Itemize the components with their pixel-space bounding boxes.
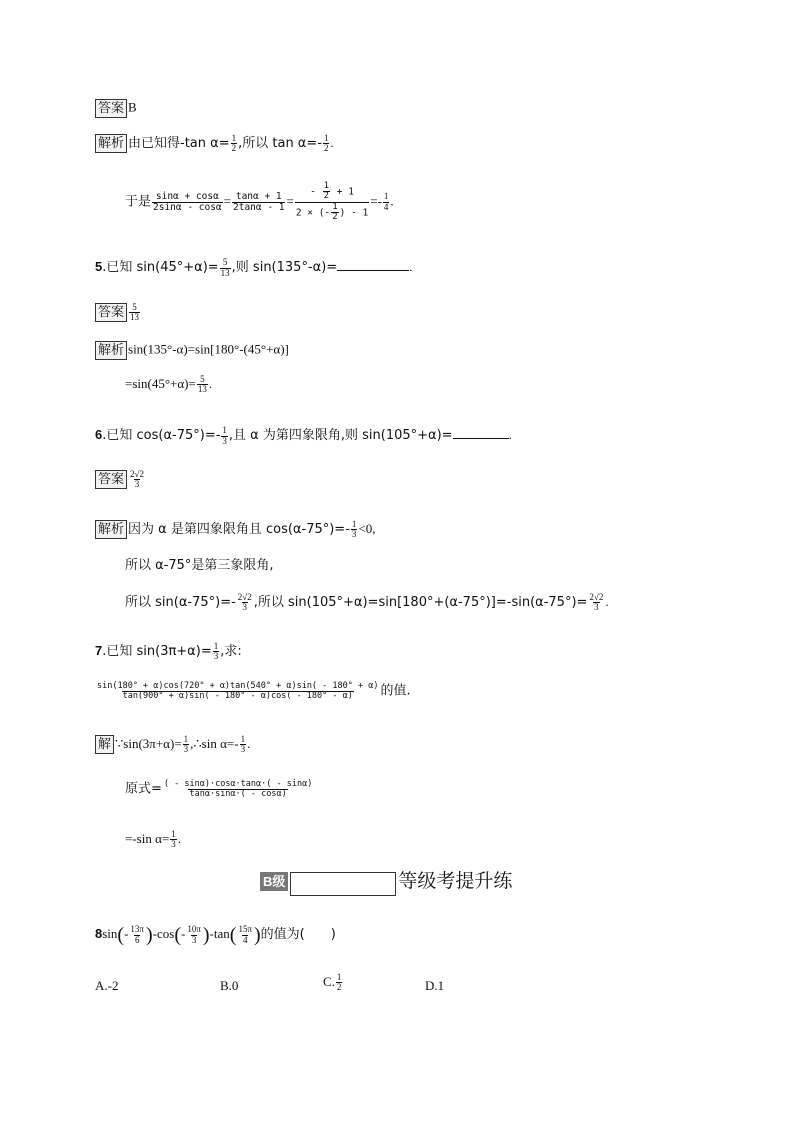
fraction: $\frac{1}{2}$ — [323, 133, 329, 154]
q4-answer-line — [95, 99, 137, 118]
q7-solution-line-2: 原式= $\frac{( - \sin\alpha)\cdot\cos\alpha\cdot\tan\alpha\cdot( - \sin\alpha)}{\tan\alpha\cdot\sin\alpha\cdot( - \cos\alpha)}$ — [125, 779, 313, 799]
q7-solution-line-1: 解 ∵sin(3π+α)= $\frac{1}{3}$ ,∴sin α=- $\frac{1}{3}$ . — [95, 735, 250, 755]
q8-option-c: C. $\frac{1}{2}$ — [323, 972, 342, 993]
q7-stem: 7.已知 sin(3π+α)= $\frac{1}{3}$ ,求: — [95, 641, 242, 662]
compound-fraction: - $\frac{1}{2}$ + 1 2 × (- $\frac{1}{2}$ ) - 1 — [295, 181, 369, 223]
q4-answer: B — [128, 99, 137, 115]
q5-analysis-line-2: =sin(45°+α)= $\frac{5}{13}$ . — [125, 374, 213, 395]
solution-tag: 解 — [95, 735, 114, 754]
level-badge: B级 — [260, 872, 288, 891]
q4-analysis-line-1: 解析 由已知得-tan α= $\frac{1}{2}$ ,所以 tan α=- $\frac{1}{2}$ . — [95, 134, 334, 154]
q6-analysis-line-2: 所以 α-75°是第三象限角, — [125, 558, 274, 573]
section-header — [260, 872, 512, 896]
q8-option-b: B.0 — [220, 978, 239, 993]
q5-stem: 5.已知 sin(45°+α)= $\frac{5}{13}$ ,则 sin(135°-α)= . — [95, 257, 413, 278]
q7-expression: $\frac{\sin(180^\circ + \alpha)\cos(720^\circ + \alpha)\tan(540^\circ + \alpha)\sin( - 180^\circ + \alpha)}{\tan(900^\circ + \alpha)\sin( - 180^\circ - \alpha)\cos( - 180^\circ - \alpha)}$ 的值. — [97, 681, 411, 701]
section-title: 等级考提升练 — [398, 870, 513, 892]
q5-answer-line: 答案 $\frac{5}{13}$ — [95, 303, 141, 323]
q6-stem: 6.已知 cos(α-75°)=- $\frac{1}{3}$ ,且 α 为第四象限角,则 sin(105°+α)= . — [95, 425, 512, 446]
fraction: $\frac{1}{2}$ — [231, 133, 237, 154]
level-box — [290, 872, 396, 896]
answer-tag: 答案 — [95, 99, 127, 118]
q8-option-a: A.-2 — [95, 978, 119, 993]
q5-analysis-line-1: 解析 sin(135°-α)=sin[180°-(45°+α)] — [95, 341, 289, 360]
fraction: $\frac{\tan\alpha + 1}{2\tan\alpha - 1}$ — [233, 190, 285, 213]
answer-blank — [453, 426, 509, 439]
q6-answer-line: 答案 $\frac{2√2}{3}$ — [95, 470, 146, 490]
q6-analysis-line-1: 解析 因为 α 是第四象限角且 cos(α-75°)=- $\frac{1}{3}$ <0, — [95, 520, 375, 540]
analysis-tag: 解析 — [95, 134, 127, 153]
answer-tag: 答案 — [95, 303, 127, 322]
q8-option-d: D.1 — [425, 978, 445, 993]
q6-analysis-line-3: 所以 sin(α-75°)=- $\frac{2√2}{3}$ ,所以 sin(105°+α)=sin[180°+(α-75°)]=-sin(α-75°)= $\frac{2√2}{3}$ . — [125, 592, 609, 613]
analysis-tag: 解析 — [95, 520, 127, 539]
q8-stem: 8sin(- $\frac{13\pi}{6}$ )-cos(- $\frac{10\pi}{3}$ )-tan( $\frac{15\pi}{4}$ )的值为( ) — [95, 924, 336, 946]
q4-analysis-line-2: 于是 $\frac{\sin\alpha + \cos\alpha}{2\sin\alpha - \cos\alpha}$ = $\frac{\tan\alpha + 1}{2\tan\alpha - 1}$ = - $\frac{1}{2}$ + 1 2 × (- $\frac{1}{2}$ ) - 1 =- $\frac{1}{4}$ . — [125, 181, 394, 223]
answer-tag: 答案 — [95, 470, 127, 489]
analysis-tag: 解析 — [95, 341, 127, 360]
fraction: $\frac{1}{4}$ — [383, 191, 389, 212]
fraction: $\frac{\sin\alpha + \cos\alpha}{2\sin\alpha - \cos\alpha}$ — [153, 190, 222, 213]
q7-solution-line-3: =-sin α= $\frac{1}{3}$ . — [125, 829, 181, 850]
answer-blank — [337, 258, 409, 271]
